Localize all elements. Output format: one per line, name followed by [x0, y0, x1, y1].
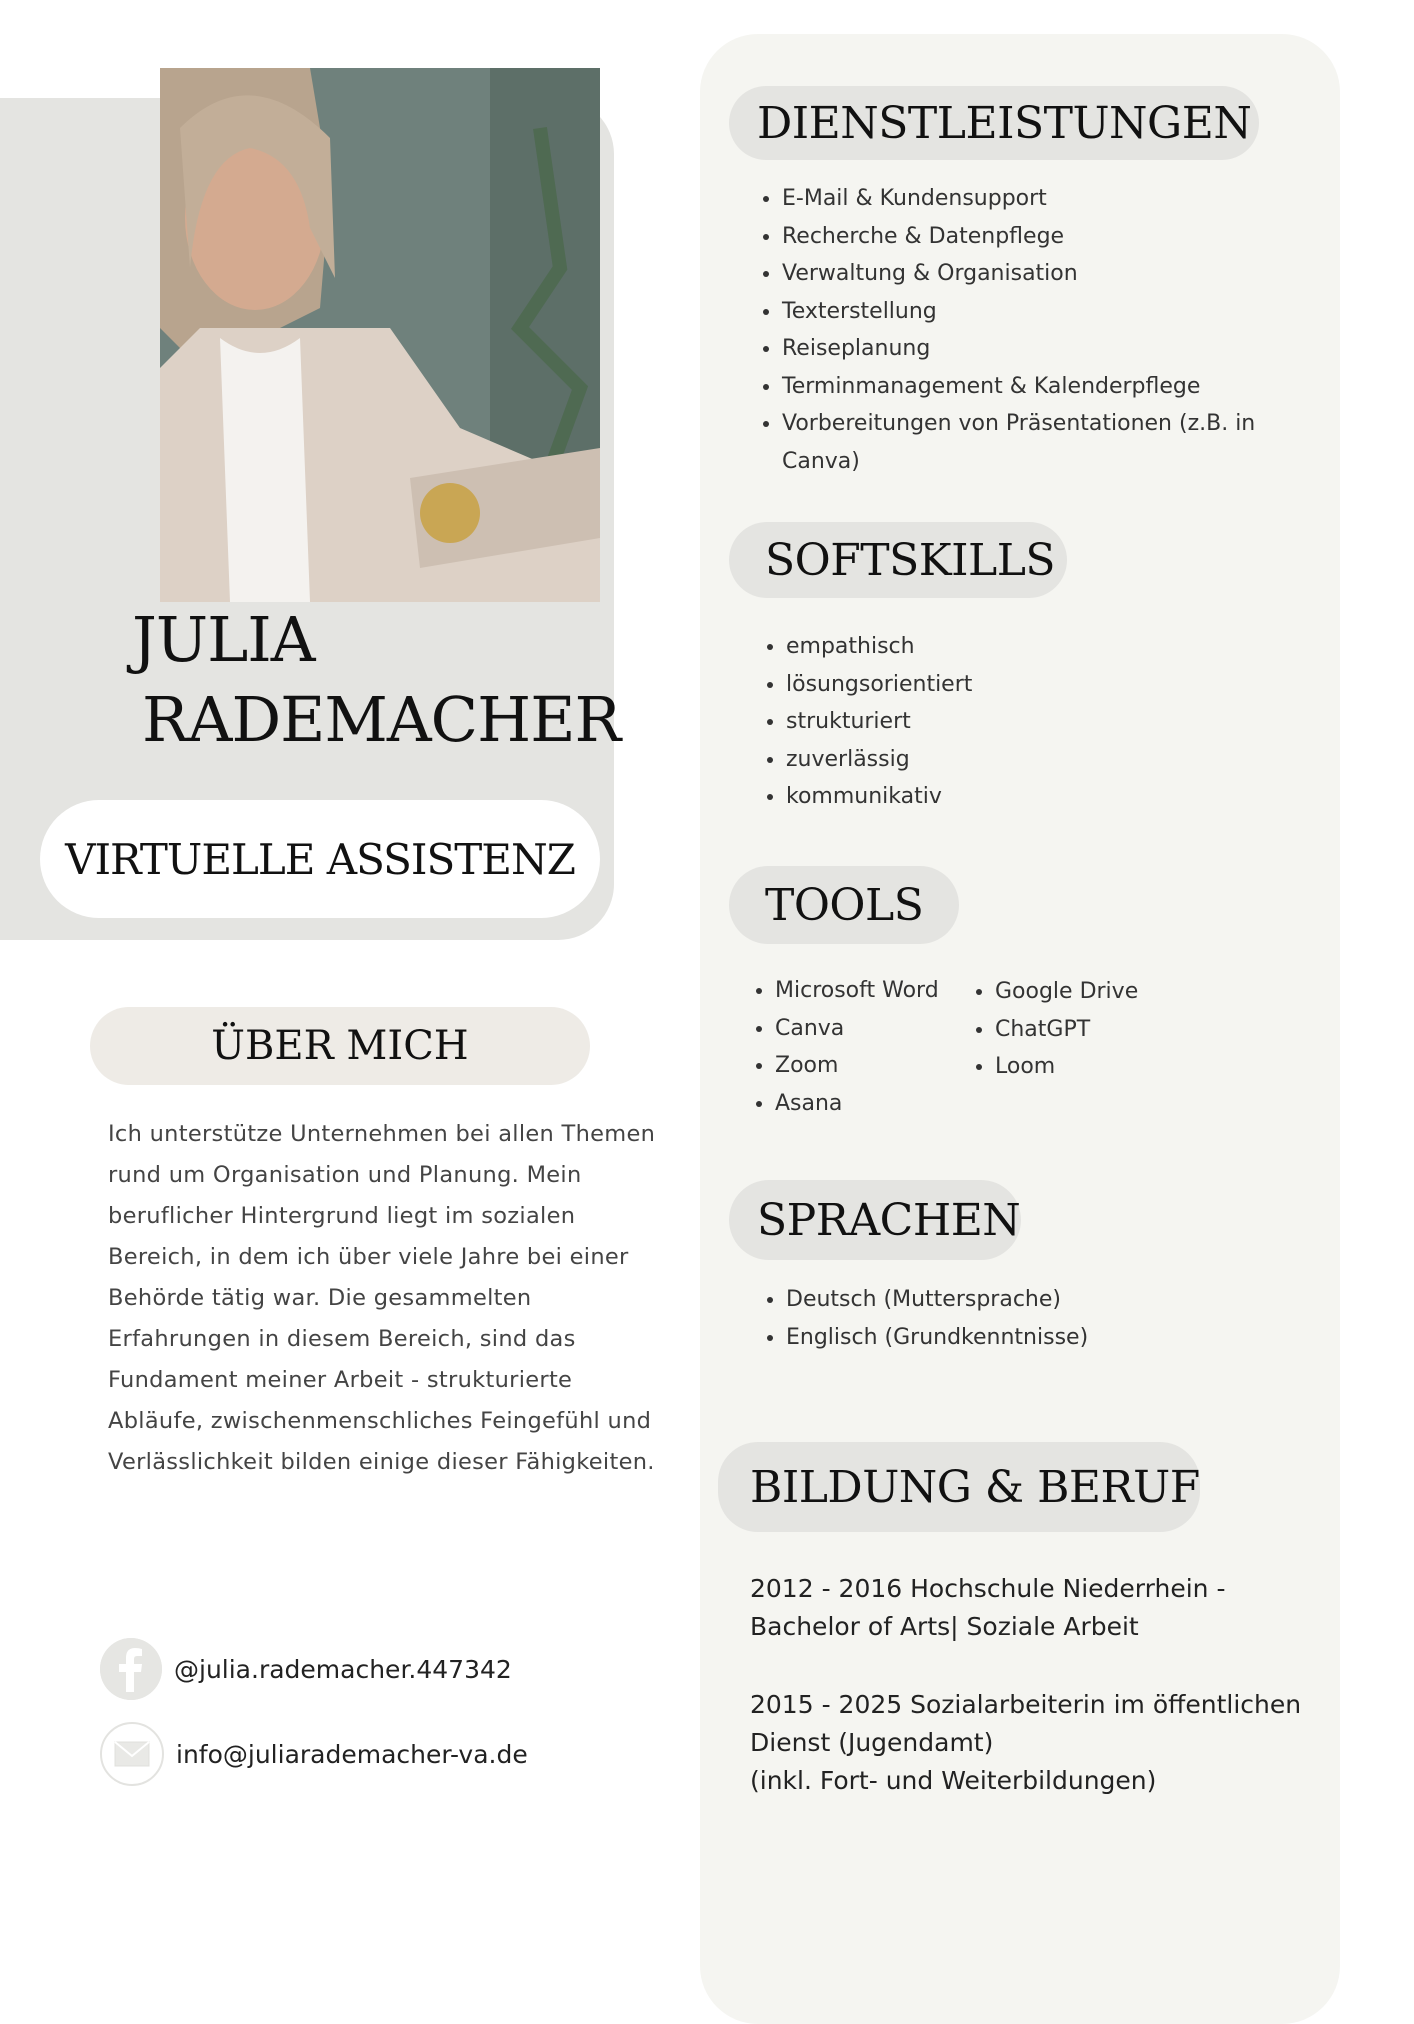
- services-heading: DIENSTLEISTUNGEN: [757, 97, 1252, 149]
- profile-photo: [160, 68, 600, 602]
- list-item: • Deutsch (Muttersprache): [786, 1281, 1186, 1319]
- list-item: • kommunikativ: [786, 778, 1186, 816]
- tools-heading-pill: [729, 866, 959, 944]
- languages-list: [760, 1281, 1186, 1356]
- email-address[interactable]: info@juliarademacher-va.de: [176, 1739, 528, 1769]
- list-item: • Terminmanagement & Kalenderpflege: [782, 368, 1302, 406]
- list-item: • zuverlässig: [786, 741, 1186, 779]
- list-item: • Texterstellung: [782, 293, 1302, 331]
- education-entry-2-line-2: Dienst (Jugendamt): [750, 1728, 994, 1757]
- list-item: • Microsoft Word: [775, 972, 995, 1010]
- tools-list-col1: [749, 972, 995, 1122]
- list-item: • ChatGPT: [995, 1011, 1235, 1049]
- list-item: • Recherche & Datenpflege: [782, 218, 1302, 256]
- education-entry-1-line-2: Bachelor of Arts| Soziale Arbeit: [750, 1612, 1139, 1641]
- about-heading-pill: [90, 1007, 590, 1085]
- facebook-icon: [100, 1638, 162, 1700]
- list-item: • Zoom: [775, 1047, 995, 1085]
- tools-list-col2: [969, 973, 1235, 1086]
- education-entry-2-line-3: (inkl. Fort- und Weiterbildungen): [750, 1766, 1157, 1795]
- contact-email[interactable]: [100, 1722, 528, 1786]
- role-badge: [40, 800, 600, 918]
- list-item: • Verwaltung & Organisation: [782, 255, 1302, 293]
- role-title: VIRTUELLE ASSISTENZ: [65, 834, 575, 884]
- list-item: • empathisch: [786, 628, 1186, 666]
- education-entry-1: [750, 1570, 1310, 1646]
- services-heading-pill: [729, 86, 1259, 160]
- facebook-handle[interactable]: @julia.rademacher.447342: [174, 1654, 512, 1684]
- list-item: • lösungsorientiert: [786, 666, 1186, 704]
- list-item: • Loom: [995, 1048, 1235, 1086]
- list-item: • Canva: [775, 1010, 995, 1048]
- about-text: Ich unterstütze Unternehmen bei allen Themen rund um Organisation und Planung. Mein beruflicher Hintergrund liegt im sozialen Bereich, in dem ich über viele Jahre bei einer Behörde tätig war. Die gesammelten Erfahrungen in diesem Bereich, sind das Fundament meiner Arbeit - strukturierte Abläufe, zwischenmenschliches Feingefühl und Verlässlichkeit bilden einige dieser Fähigkeiten.: [108, 1121, 656, 1475]
- list-item: • Englisch (Grundkenntnisse): [786, 1319, 1186, 1357]
- full-name: [132, 600, 620, 760]
- list-item: • Reiseplanung: [782, 330, 1302, 368]
- list-item: • E-Mail & Kundensupport: [782, 180, 1302, 218]
- languages-heading: SPRACHEN: [757, 1194, 1021, 1246]
- tools-heading: TOOLS: [765, 879, 924, 931]
- contact-facebook[interactable]: [100, 1638, 512, 1700]
- list-item: • Asana: [775, 1085, 995, 1123]
- services-list: [756, 180, 1302, 480]
- education-entry-2: [750, 1686, 1310, 1800]
- last-name: RADEMACHER: [142, 683, 621, 756]
- list-item: • Vorbereitungen von Präsentationen (z.B. in Canva): [782, 405, 1302, 480]
- education-heading: BILDUNG & BERUF: [750, 1461, 1200, 1513]
- education-entry-2-line-1: 2015 - 2025 Sozialarbeiterin im öffentlichen: [750, 1690, 1302, 1719]
- list-item: • strukturiert: [786, 703, 1186, 741]
- softskills-heading: SOFTSKILLS: [765, 534, 1056, 586]
- list-item: • Google Drive: [995, 973, 1235, 1011]
- education-heading-pill: [718, 1442, 1200, 1532]
- envelope-icon: [100, 1722, 164, 1786]
- softskills-heading-pill: [729, 522, 1067, 598]
- education-entry-1-line-1: 2012 - 2016 Hochschule Niederrhein -: [750, 1574, 1226, 1603]
- softskills-list: [760, 628, 1186, 816]
- first-name: JULIA: [132, 603, 315, 676]
- about-heading: ÜBER MICH: [211, 1023, 469, 1069]
- languages-heading-pill: [729, 1180, 1021, 1260]
